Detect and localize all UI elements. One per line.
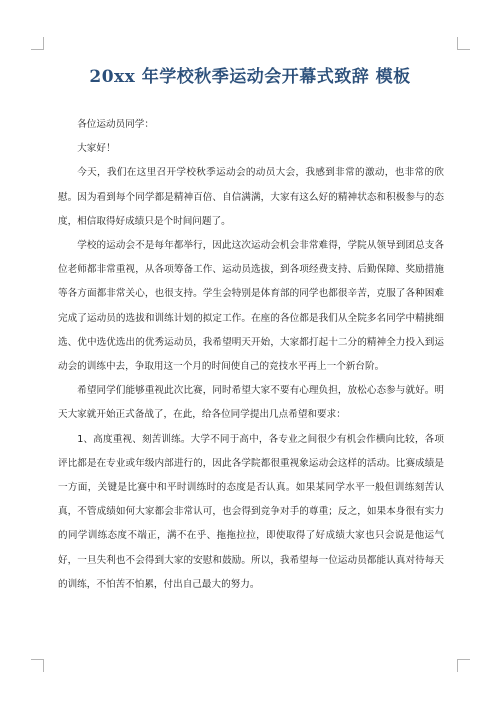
document-title: 20xx 年学校秋季运动会开幕式致辞 模板 — [89, 67, 411, 87]
paragraph-point-1: 1、高度重视、刻苦训练。大学不同于高中，各专业之间很少有机会作横向比较，各项评比都是在专业或年级内部进行的，因此各学院都很重视象运动会这样的活动。比赛成绩是一方面，关键是比赛中和平时训练时的态度是否认真。如果某同学水平一般但训练刻苦认真，不管成绩如何大家都会非常认可，也会得到竞争对手的尊重；反之，如果本身很有实力的同学训练态度不端正，满不在乎、拖拖拉拉，即使取得了好成绩大家也只会说是他运气好，一旦失利也不会得到大家的安慰和鼓励。所以，我希望每一位运动员都能认真对待每天的训练，不怕苦不怕累，付出自己最大的努力。 — [58, 433, 444, 590]
greeting: 大家好！ — [77, 143, 116, 155]
salutation: 各位运动员同学： — [77, 119, 154, 130]
document-body — [58, 113, 444, 597]
paragraph-preparation: 学校的运动会不是每年都举行，因此这次运动会机会非常难得，学院从领导到团总支各位老师都非常重视，从各项筹备工作、运动员选拔，到各项经费支持、后勤保障、奖励措施等各方面都非常关心，也很支持。学生会特别是体育部的同学也都很辛苦，克服了各种困难完成了运动员的选拔和训练计划的拟定工作。在座的各位都是我们从全院多名同学中精挑细选、优中选优选出的优秀运动员，我希望明天开始，大家都打起十二分的精神全力投入到运动会的训练中去，争取用这一个月的时间使自己的竞技水平再上一个新台阶。 — [58, 240, 444, 373]
crop-mark-top-right — [457, 37, 470, 50]
crop-mark-bottom-left — [31, 659, 44, 672]
crop-mark-top-left — [31, 37, 44, 50]
paragraph-opening: 今天，我们在这里召开学校秋季运动会的动员大会，我感到非常的激动，也非常的欣慰。因为看到每个同学都是精神百倍、自信满满，大家有这么好的精神状态和积极参与的态度，相信取得好成绩只是个时间问题了。 — [58, 167, 444, 227]
crop-mark-bottom-right — [457, 659, 470, 672]
paragraph-expectations: 希望同学们能够重视此次比赛，同时希望大家不要有心理负担，放松心态参与就好。明天大家就开始正式备战了，在此，给各位同学提出几点希望和要求： — [58, 385, 444, 421]
